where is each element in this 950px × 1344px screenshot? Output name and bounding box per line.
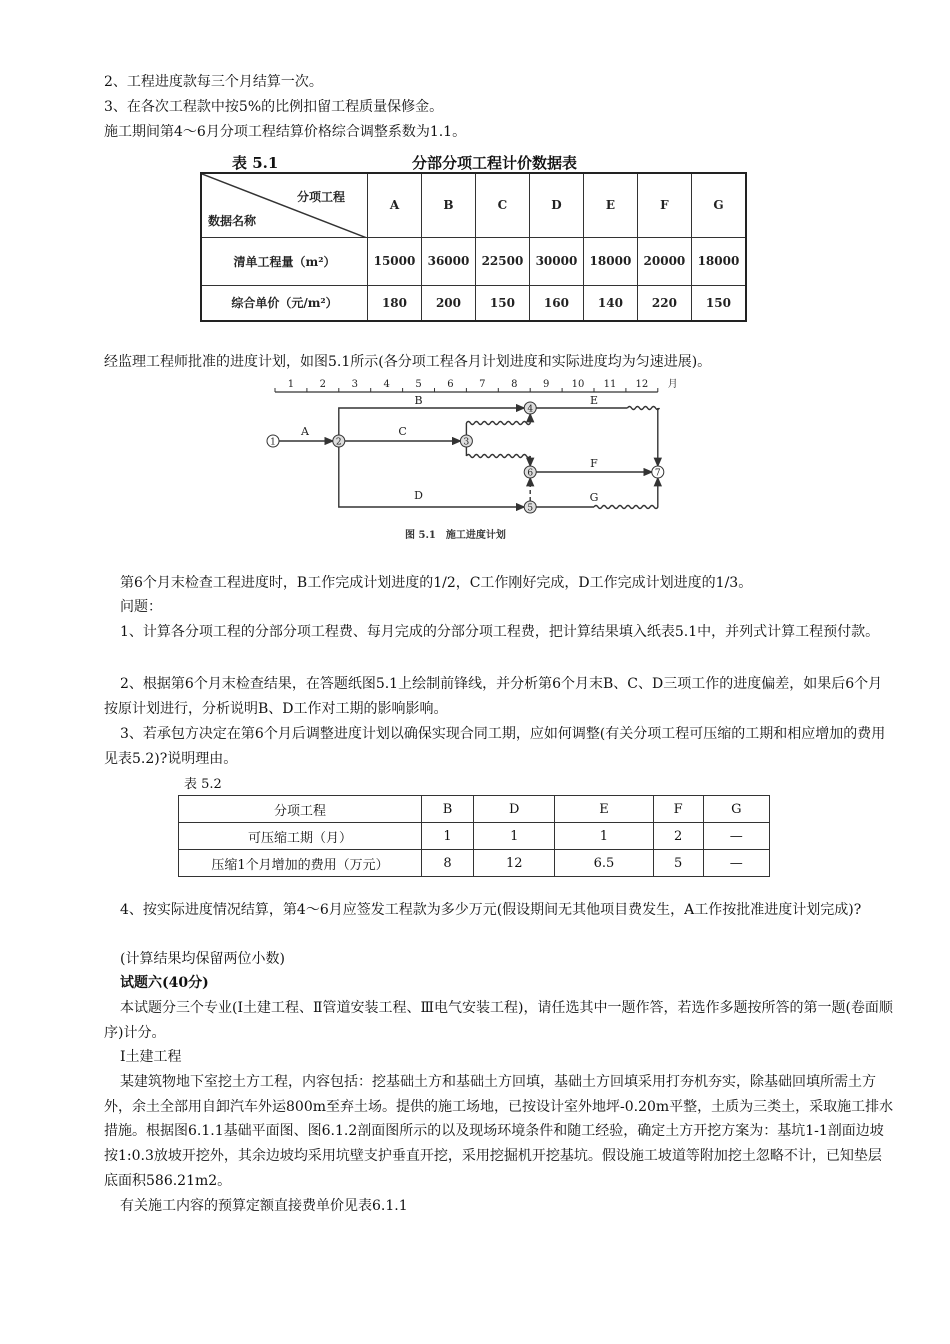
cell: 1 (422, 823, 474, 850)
activity-e-float (627, 407, 659, 410)
cell: 20000 (637, 237, 691, 285)
figure-caption: 图 5.1 施工进度计划 (405, 530, 506, 541)
month-axis (275, 378, 678, 392)
col-header: E (555, 796, 653, 823)
month-label: 12 (635, 379, 649, 390)
free-float-wave-c-to-4 (466, 422, 530, 425)
activity-labels (300, 394, 598, 504)
node-label: 7 (654, 468, 661, 479)
cell: 200 (421, 285, 475, 321)
table51-label: 表 5.1 (232, 154, 279, 172)
table51-title: 分部分项工程计价数据表 (412, 154, 578, 172)
col-header: A (368, 173, 422, 237)
activity-label-g: G (589, 491, 599, 504)
paragraph: 本试题分三个专业(Ⅰ土建工程、Ⅱ管道安装工程、Ⅲ电气安装工程)，请任选其中一题作答，若选作多题按所答的第一题(卷面顺序)计分。 (104, 1000, 893, 1041)
activity-label-a: A (301, 425, 309, 438)
row-label: 清单工程量（m²） (201, 237, 368, 285)
node-label: 4 (527, 404, 534, 415)
table-row (179, 823, 770, 850)
free-float-wave-c-to-6 (466, 455, 530, 458)
col-header: F (653, 796, 703, 823)
paragraph: 1、计算各分项工程的分部分项工程费、每月完成的分部分项工程费，把计算结果填入纸表5.1中，并列式计算工程预付款。 (120, 624, 880, 640)
month-label: 2 (319, 379, 327, 390)
row-label: 可压缩工期（月） (179, 823, 422, 850)
paragraph: 2、根据第6个月末检查结果，在答题纸图5.1上绘制前锋线，并分析第6个月末B、C、D三项工作的进度偏差，如果后6个月按原计划进行，分析说明B、D工作对工期的影响影响。 (104, 676, 883, 717)
node-label: 1 (270, 437, 276, 448)
paragraph: 有关施工内容的预算定额直接费单价见表6.1.1 (120, 1198, 408, 1214)
cell: 18000 (583, 237, 637, 285)
corner-bottom-label: 数据名称 (208, 213, 257, 228)
cell: 160 (529, 285, 583, 321)
paragraph: 第6个月末检查工程进度时，B工作完成计划进度的1/2，C工作刚好完成，D工作完成计划进度的1/3。 (120, 575, 753, 591)
activity-label-f: F (590, 457, 598, 470)
node-label: 6 (527, 468, 534, 479)
month-unit: 月 (667, 379, 678, 390)
paragraph: 4、按实际进度情况结算，第4～6月应签发工程款为多少万元(假设期间无其他项目费发生，A工作按批准进度计划完成)? (120, 902, 862, 918)
col-header: G (703, 796, 769, 823)
table-5-2 (178, 795, 770, 877)
cell: 1 (474, 823, 555, 850)
activity-d-arrow (339, 447, 524, 507)
table-row (179, 850, 770, 877)
activity-label-e: E (589, 394, 599, 407)
plan-text: 经监理工程师批准的进度计划，如图5.1所示(各分项工程各月计划进度和实际进度均为匀速进展)。 (104, 354, 712, 370)
cell: 5 (653, 850, 703, 877)
cell: 220 (637, 285, 691, 321)
col-header: C (475, 173, 529, 237)
intro-line-2: 3、在各次工程款中按5%的比例扣留工程质量保修金。 (104, 99, 444, 115)
month-label: 6 (447, 379, 454, 390)
col-header: F (637, 173, 691, 237)
cell: 8 (422, 850, 474, 877)
paragraph: 3、若承包方决定在第6个月后调整进度计划以确保实现合同工期，应如何调整(有关分项工程可压缩的工期和相应增加的费用见表5.2)?说明理由。 (104, 726, 886, 767)
paragraph: 问题： (120, 599, 162, 615)
month-label: 4 (383, 379, 390, 390)
intro-line-3: 施工期间第4～6月分项工程结算价格综合调整系数为1.1。 (104, 124, 467, 140)
cell: 1 (555, 823, 653, 850)
node-label: 3 (463, 437, 470, 448)
cell: 18000 (691, 237, 746, 285)
node-label: 5 (527, 503, 534, 514)
month-label: 5 (415, 379, 422, 390)
sub-heading: Ⅰ土建工程 (120, 1049, 182, 1065)
paragraph: 某建筑物地下室挖土方工程，内容包括：挖基础土方和基础土方回填，基础土方回填采用打夯机夯实，除基础回填所需土方外，余土全部用自卸汽车外运800m至弃土场。提供的施工场地，已按设计室外地坪-0.20m平整，土质为三类土，采取施工排水措施。根据图6.1.1基础平面图、图6.1.2剖面图所示的以及现场环境条件和随工经验，确定土方开挖方案为：基坑1-1剖面边坡按1:0.3放坡开挖外，其余边坡均采用坑壁支护垂直开挖，采用挖掘机开挖基坑。假设施工坡道等附加挖土忽略不计，已知垫层底面积586.21m2。 (104, 1074, 894, 1189)
node-label: 2 (335, 437, 342, 448)
month-label: 1 (287, 379, 295, 390)
figure-5-1-network (0, 0, 950, 560)
cell: 150 (475, 285, 529, 321)
row-label: 压缩1个月增加的费用（万元） (179, 850, 422, 877)
month-label: 8 (511, 379, 518, 390)
month-label: 3 (351, 379, 358, 390)
cell: 140 (583, 285, 637, 321)
col-header: G (691, 173, 746, 237)
intro-line-1: 2、工程进度款每三个月结算一次。 (104, 74, 323, 90)
cell: 6.5 (555, 850, 653, 877)
col-header: B (422, 796, 474, 823)
activity-label-d: D (414, 489, 423, 502)
activity-label-c: C (398, 425, 407, 438)
table-header-row (179, 796, 770, 823)
cell: 30000 (529, 237, 583, 285)
row-label: 综合单价（元/m²） (201, 285, 368, 321)
section-heading: 试题六(40分) (120, 975, 209, 991)
table52-label: 表 5.2 (184, 777, 222, 792)
month-label: 7 (479, 379, 486, 390)
activity-b-arrow (339, 408, 524, 435)
col-header: E (583, 173, 637, 237)
col-header: B (421, 173, 475, 237)
activity-g-float (594, 506, 658, 509)
cell: 15000 (368, 237, 422, 285)
cell: 22500 (475, 237, 529, 285)
col-header: D (474, 796, 555, 823)
network-nodes (267, 402, 664, 514)
cell: 36000 (421, 237, 475, 285)
network-edges (279, 404, 659, 509)
cell: 150 (691, 285, 746, 321)
month-label: 11 (603, 379, 617, 390)
activity-label-b: B (414, 394, 423, 407)
paragraph: (计算结果均保留两位小数) (120, 951, 285, 967)
col-header: 分项工程 (179, 796, 422, 823)
cell: 180 (368, 285, 422, 321)
month-label: 9 (542, 379, 550, 390)
cell: 2 (653, 823, 703, 850)
col-header: D (529, 173, 583, 237)
corner-top-label: 分项工程 (296, 190, 345, 204)
cell: 12 (474, 850, 555, 877)
cell: — (703, 850, 769, 877)
cell: — (703, 823, 769, 850)
month-label: 10 (571, 379, 585, 390)
